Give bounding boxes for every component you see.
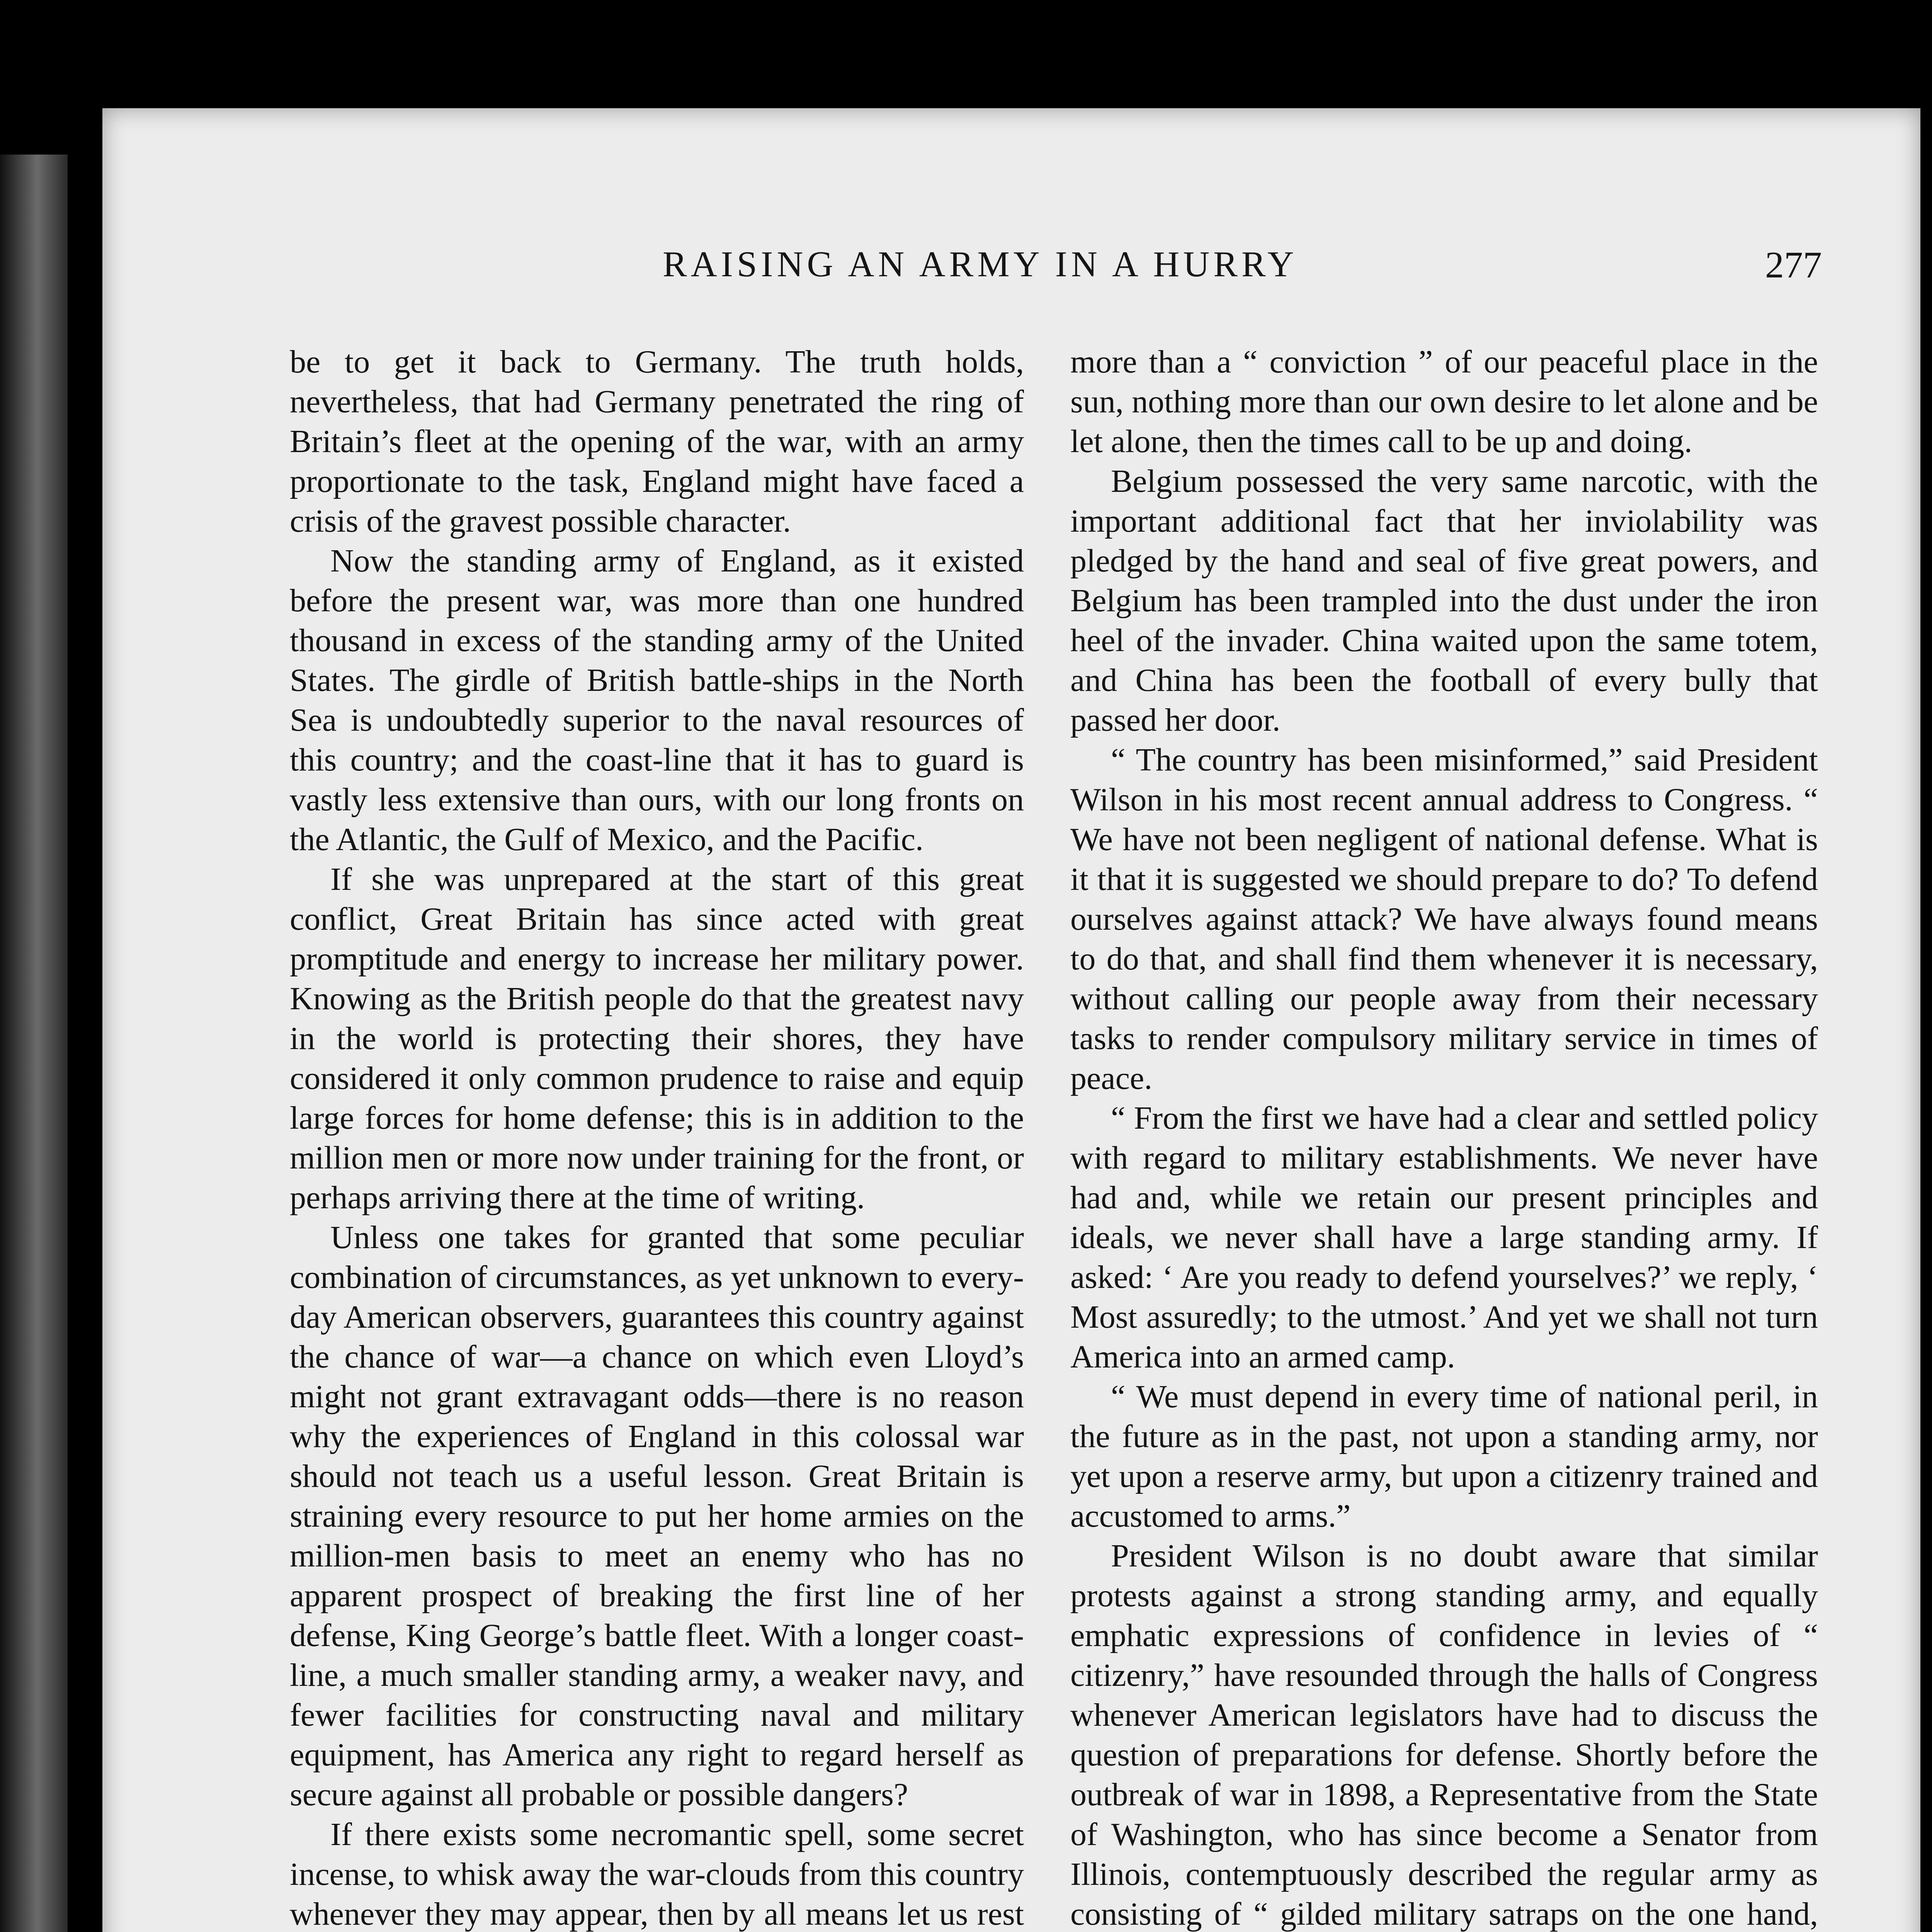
paragraph: President Wilson is no doubt aware that similar protests against a strong standing army, and equally emphatic expressions of confidence in levies of “ citizenry,” have resounded through the halls of Congress whenever American legislators have had to discuss the question of preparations for defense. Shortly before the outbreak of war in 1898, a Representative from the State of Washington, who has since become a Senator from Illinois, contemptuously described the regular army as consisting of “ gilded military satraps on the one hand, xyxy=(1070,1538,1818,1932)
page-number: 277 xyxy=(1765,244,1822,286)
paragraph: more than a “ conviction ” of our peaceful place in the sun, nothing more than our own desire to let alone and be let alone, then the times call to be up and doing. xyxy=(1070,344,1818,459)
paragraph: “ From the first we have had a clear and settled policy with regard to military establishments. We never have had and, while we retain our present principles and ideals, we never shall have a large standing army. If asked: ‘ Are you ready to defend yourselves?’ we reply, ‘ Most assuredly; to the utmost.’ And yet we shall not turn America into an armed camp. xyxy=(1070,1100,1818,1375)
facing-page-edge xyxy=(0,155,68,1932)
paragraph: If she was unprepared at the start of this great conflict, Great Britain has since acted with great promptitude and energy to increase her military power. Knowing as the British people do that the greatest navy in the world is protecting their shores, they have considered it only common prudence to raise and equip large forces for home defense; this is in addition to the million men or more now under training for the front, or perhaps arriving there at the time of writing. xyxy=(290,861,1024,1216)
paragraph: If there exists some necromantic spell, some secret incense, to whisk away the war-clouds from this country whenever they may appear, then by all means let us rest xyxy=(290,1816,1024,1932)
running-head: RAISING AN ARMY IN A HURRY xyxy=(663,244,1298,284)
book-page xyxy=(102,108,1920,1932)
paragraph: “ We must depend in every time of national peril, in the future as in the past, not upon a standing army, nor yet upon a reserve army, but upon a citizenry trained and accustomed to arms.” xyxy=(1070,1379,1818,1534)
paragraph: “ The country has been misinformed,” said President Wilson in his most recent annual address to Congress. “ We have not been negligent of national defense. What is it that it is suggested we should prepare to do? To defend ourselves against attack? We have always found means to do that, and shall find them whenever it is necessary, without calling our people away from their necessary tasks to render compulsory military service in times of peace. xyxy=(1070,742,1818,1096)
paragraph: be to get it back to Germany. The truth holds, nevertheless, that had Germany penetrated the ring of Britain’s fleet at the opening of the war, with an army proportionate to the task, England might have faced a crisis of the gravest possible character. xyxy=(290,344,1024,539)
paragraph: Now the standing army of England, as it existed before the present war, was more than one hundred thousand in excess of the standing army of the United States. The girdle of British battle-ships in the North Sea is undoubtedly superior to the naval resources of this country; and the coast-line that it has to guard is vastly less extensive than ours, with our long fronts on the Atlantic, the Gulf of Mexico, and the Pacific. xyxy=(290,543,1024,857)
right-column xyxy=(1070,342,1818,1932)
left-column xyxy=(290,342,1024,1932)
paragraph: Belgium possessed the very same narcotic, with the important additional fact that her inviolability was pledged by the hand and seal of five great powers, and Belgium has been trampled into the dust under the iron heel of the invader. China waited upon the same totem, and China has been the football of every bully that passed her door. xyxy=(1070,463,1818,738)
page-header xyxy=(102,243,1920,298)
paragraph: Unless one takes for granted that some peculiar combination of circumstances, as yet unknown to every-day American observers, guarantees this country against the chance of war—a chance on which even Lloyd’s might not grant extravagant odds—there is no reason why the experiences of England in this colossal war should not teach us a useful lesson. Great Britain is straining every resource to put her home armies on the million-men basis to meet an enemy who has no apparent prospect of breaking the first line of her defense, King George’s battle fleet. With a longer coast-line, a much smaller standing army, a weaker navy, and fewer facilities for constructing naval and military equipment, has America any right to regard herself as secure against all probable or possible dangers? xyxy=(290,1219,1024,1813)
